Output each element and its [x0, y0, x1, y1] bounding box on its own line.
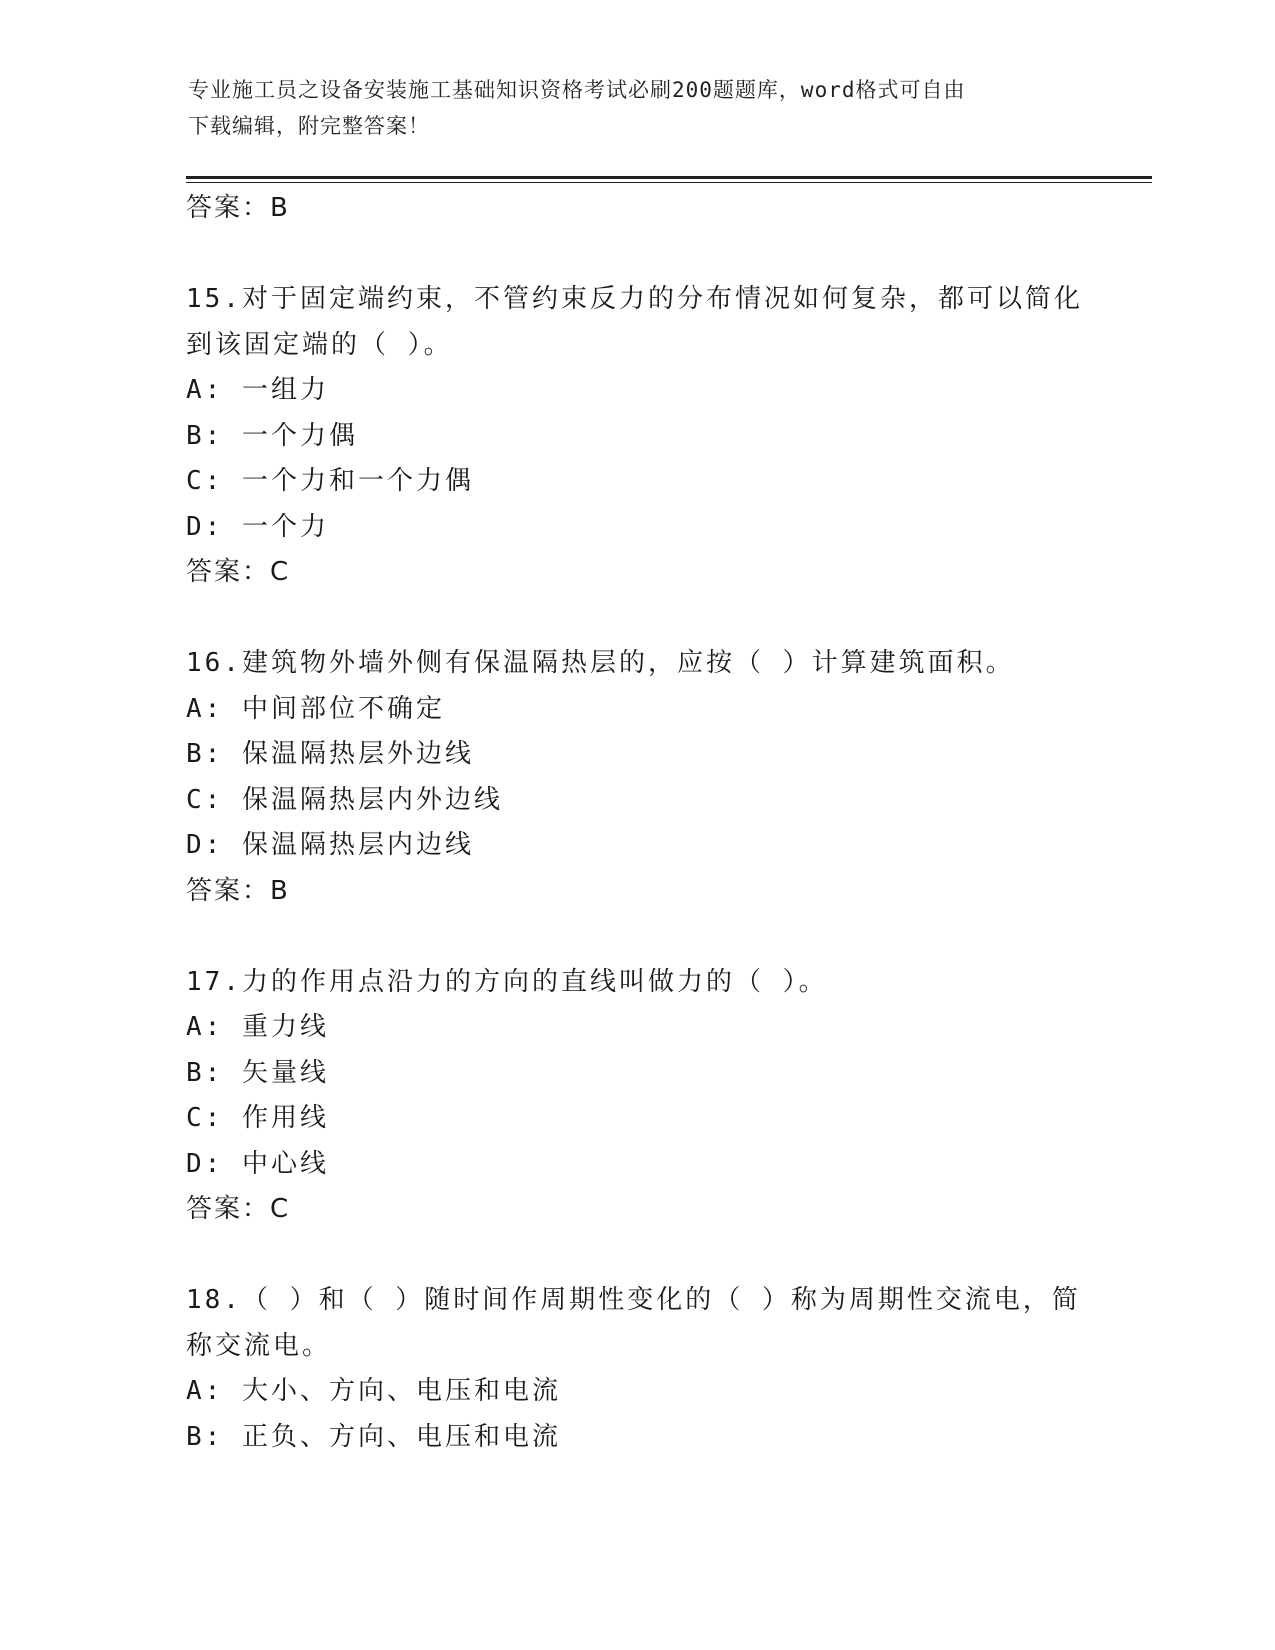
option-a: A: 重力线	[186, 1012, 329, 1042]
question-17	[186, 960, 1086, 1233]
question-stem-line: 15.对于固定端约束，不管约束反力的分布情况如何复杂，都可以简化	[186, 284, 1083, 314]
option-a: A: 中间部位不确定	[186, 693, 445, 724]
option-b: B: 正负、方向、电压和电流	[186, 1421, 561, 1452]
option-d: D: 中心线	[186, 1148, 329, 1179]
option-b: B: 一个力偶	[186, 420, 358, 451]
header-divider-thick	[186, 176, 1152, 179]
question-stem-line: 16.建筑物外墙外侧有保温隔热层的，应按（ ）计算建筑面积。	[186, 648, 1015, 678]
question-stem-line: 18.（ ）和（ ）随时间作周期性变化的（ ）称为周期性交流电，简	[186, 1285, 1081, 1315]
option-c: C: 作用线	[186, 1103, 329, 1133]
question-stem-line: 到该固定端的（ ）。	[186, 329, 453, 360]
spacer	[186, 232, 1086, 278]
question-stem-line: 称交流电。	[186, 1330, 332, 1361]
option-b: B: 保温隔热层外边线	[186, 739, 474, 769]
option-b: B: 矢量线	[186, 1057, 329, 1088]
header-divider-thin	[186, 182, 1152, 183]
spacer	[186, 914, 1086, 960]
previous-answer: 答案：B	[186, 193, 290, 223]
option-c: C: 保温隔热层内外边线	[186, 784, 503, 815]
answer: 答案：B	[186, 875, 290, 906]
option-d: D: 保温隔热层内边线	[186, 830, 474, 860]
question-16	[186, 641, 1086, 914]
question-18	[186, 1278, 1086, 1460]
spacer	[186, 596, 1086, 642]
spacer	[186, 1233, 1086, 1279]
document-body	[186, 186, 1086, 1460]
option-d: D: 一个力	[186, 511, 329, 542]
answer: 答案：C	[186, 1194, 291, 1224]
question-15	[186, 277, 1086, 596]
document-header	[188, 72, 1068, 144]
option-a: A: 大小、方向、电压和电流	[186, 1376, 561, 1406]
header-line-2: 下载编辑，附完整答案！	[188, 114, 430, 138]
option-c: C: 一个力和一个力偶	[186, 466, 474, 496]
question-stem-line: 17.力的作用点沿力的方向的直线叫做力的（ ）。	[186, 966, 828, 997]
header-line-1: 专业施工员之设备安装施工基础知识资格考试必刷200题题库，word格式可自由	[188, 78, 966, 102]
answer: 答案：C	[186, 557, 291, 587]
option-a: A: 一组力	[186, 375, 329, 405]
